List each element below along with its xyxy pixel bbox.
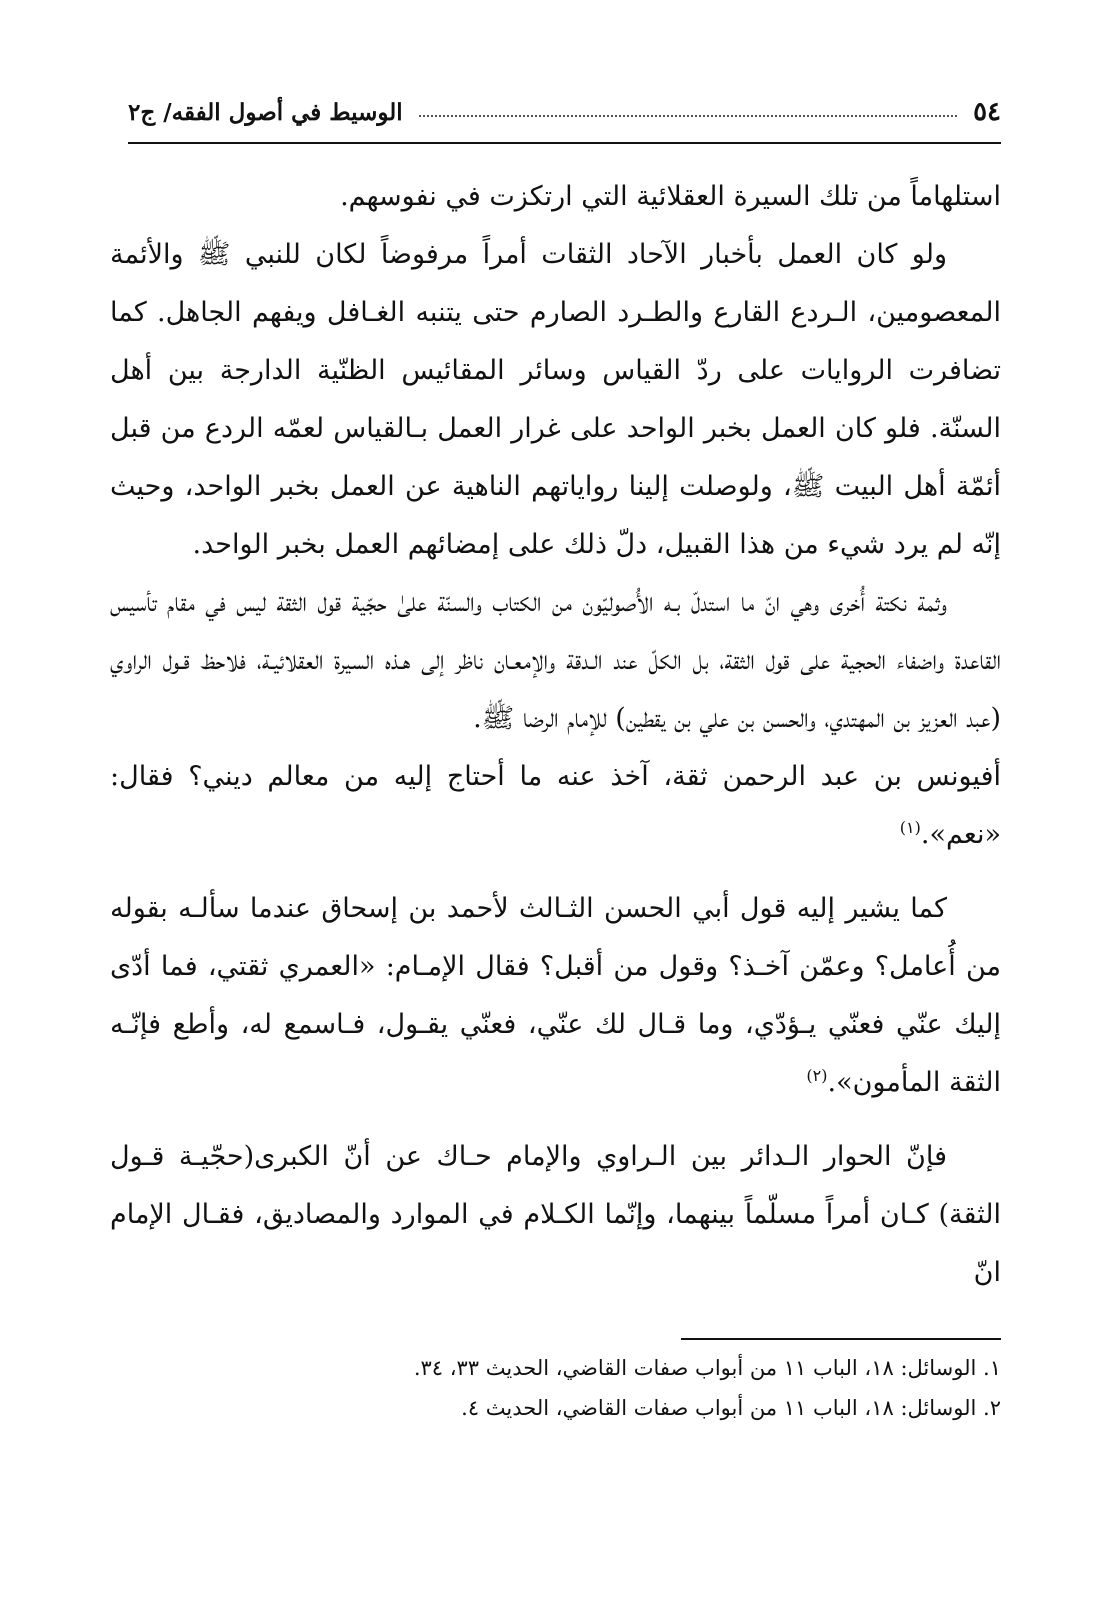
footnote-1: ١. الوسائل: ١٨، الباب ١١ من أبواب صفات القاضي، الحديث ٣٣، ٣٤.: [413, 1356, 1001, 1380]
page-header: [128, 88, 1001, 136]
footnote-2: ٢. الوسائل: ١٨، الباب ١١ من أبواب صفات القاضي، الحديث ٤.: [461, 1396, 1001, 1420]
paragraph-1: استلهاماً من تلك السيرة العقلائية التي ارتكزت في نفوسهم.: [340, 181, 1001, 212]
running-title: الوسيط في أصول الفقه/ ج٢: [128, 98, 403, 126]
footnote-ref-2: (٢): [806, 1066, 828, 1085]
paragraph-5: فإنّ الحوار الـدائر بين الـراوي والإمام حـاك عن أنّ الكبرى(حجّيـة قـول الثقة) كـان أمراً مسلّماً بينهما، وإنّما الكـلام في الموارد والمصاديق، فقـال الإمام انّ: [110, 1141, 1001, 1288]
paragraph-4: [110, 880, 1001, 1112]
footnote-ref-1: (١): [899, 818, 921, 837]
footnote-rule: [681, 1338, 1001, 1340]
paragraph-2: ولو كان العمل بأخبار الآحاد الثقات أمراً مرفوضاً لكان للنبي ﷺ والأئمة المعصومين، الـردع القارع والطـرد الصارم حتى يتنبه الغـافل ويفهم الجاهل. كما تضافرت الروايات على ردّ القياس وسائر المقائيس الظنّية الدارجة بين أهل السنّة. فلو كان العمل بخبر الواحد على غرار العمل بـالقياس لعمّه الردع من قبل أئمّة أهل البيت ﷺ، ولوصلت إلينا رواياتهم الناهية عن العمل بخبر الواحد، وحيث إنّه لم يرد شيء من هذا القبيل، دلّ ذلك على إمضائهم العمل بخبر الواحد.: [110, 239, 1001, 560]
quote-1: [110, 748, 1001, 864]
main-text: [110, 168, 1001, 1302]
quote-1-text: أفيونس بن عبد الرحمن ثقة، آخذ عنه ما أحتاج إليه من معالم ديني؟ فقال: «نعم».: [110, 761, 1001, 850]
paragraph-3: وثمة نكتة أُخرى وهي انّ ما استدلّ بـه الأُصوليّون من الكتاب والسنّة علىٰ حجّية قول الثقة ليس في مقام تأسيس القاعدة واضفاء الحجية على قول الثقة، بل الكلّ عند الـدقة والإمعـان ناظر إلى هـذه السيرة العقلائيـة، فلاحظ قـول الراوي (عبد العزيز بن المهتدي، والحسن بن علي بن يقطين) للإمام الرضا ﷺ.: [110, 587, 1001, 734]
header-rule: [128, 142, 1001, 144]
paragraph-4-text: كما يشير إليه قول أبي الحسن الثـالث لأحمد بن إسحاق عندما سألـه بقوله من أُعامل؟ وعمّن آخـذ؟ وقول من أقبل؟ فقال الإمـام: «العمري ثقتي، فما أدّى إليك عنّي فعنّي يـؤدّي، وما قـال لك عنّي، فعنّي يقـول، فـاسمع له، وأطع فإنّـه الثقة المأمون».: [110, 893, 1001, 1098]
footnotes: [110, 1348, 1001, 1428]
page-number: ٥٤: [973, 97, 1001, 127]
dotted-leader: [419, 115, 957, 117]
